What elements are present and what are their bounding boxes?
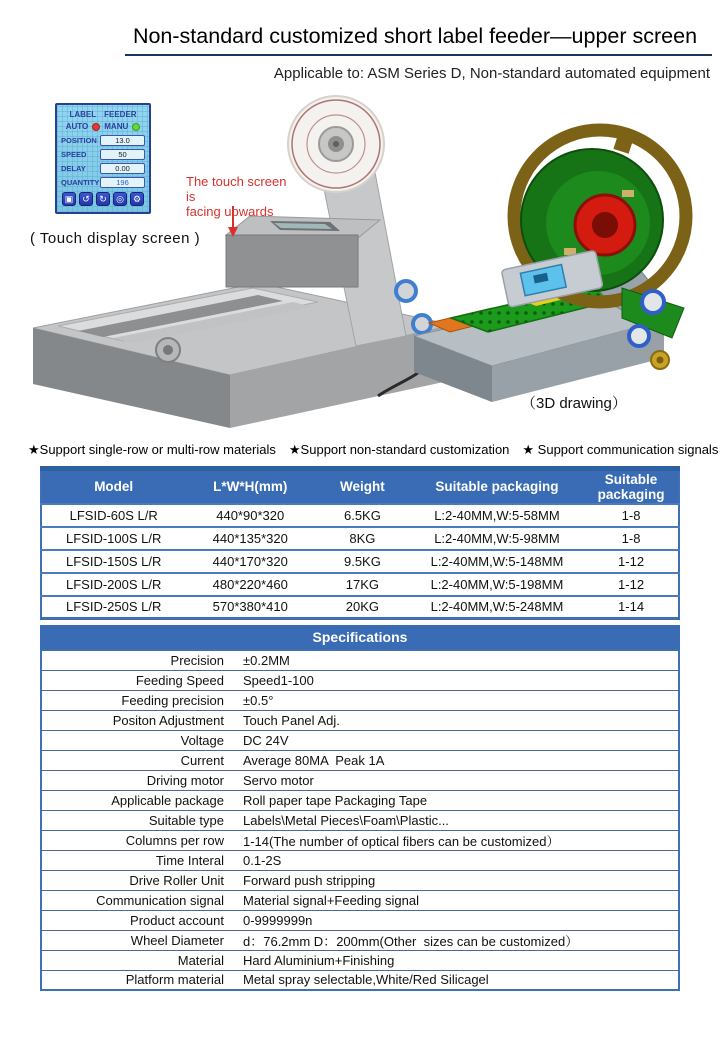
spec-label: Driving motor	[41, 770, 233, 790]
spec-row	[41, 830, 679, 850]
spec-label: Communication signal	[41, 890, 233, 910]
auto-indicator-red	[92, 123, 100, 131]
spec-value: Forward push stripping	[233, 870, 679, 890]
spec-label: Positon Adjustment	[41, 710, 233, 730]
table-row	[41, 550, 679, 573]
spec-value: ±0.5°	[233, 690, 679, 710]
annotation-line-1: The touch screen is	[186, 174, 287, 204]
table-row	[41, 527, 679, 550]
spec-label: Voltage	[41, 730, 233, 750]
page-header	[0, 0, 720, 82]
spec-value: DC 24V	[233, 730, 679, 750]
spec-label: Product account	[41, 910, 233, 930]
spec-label: Platform material	[41, 970, 233, 990]
spec-label: Drive Roller Unit	[41, 870, 233, 890]
undo-icon: ↺	[79, 192, 93, 206]
spec-row	[41, 950, 679, 970]
spec-row	[41, 810, 679, 830]
settings-gear-icon: ⚙	[130, 192, 144, 206]
spec-label: Applicable package	[41, 790, 233, 810]
spec-value: 1-14(The number of optical fibers can be customized）	[233, 830, 679, 850]
spec-row	[41, 710, 679, 730]
3d-drawing	[396, 120, 706, 412]
feature-communication: ★ Support communication signals	[522, 442, 719, 457]
feature-single-row: ★Support single-row or multi-row materials	[28, 442, 276, 457]
cell-lwh: 570*380*410	[185, 596, 315, 619]
cell-packaging: L:2-40MM,W:5-58MM	[410, 504, 584, 527]
cell-weight: 8KG	[315, 527, 410, 550]
spec-value: Material signal+Feeding signal	[233, 890, 679, 910]
title-underline	[125, 54, 712, 56]
spec-label: Time Interal	[41, 850, 233, 870]
column-header-model: Model	[41, 469, 185, 504]
spec-value: Metal spray selectable,White/Red Silicagel	[233, 970, 679, 990]
cell-packaging-2: 1-12	[584, 573, 679, 596]
models-header-row	[41, 469, 679, 504]
spec-row	[41, 690, 679, 710]
cell-packaging-2: 1-8	[584, 504, 679, 527]
spec-value: Servo motor	[233, 770, 679, 790]
annotation-line-2: facing upwards	[186, 204, 274, 219]
spec-value: Labels\Metal Pieces\Foam\Plastic...	[233, 810, 679, 830]
spec-label: Columns per row	[41, 830, 233, 850]
specifications-title: Specifications	[40, 625, 680, 649]
models-table	[40, 466, 680, 620]
spec-label: Feeding precision	[41, 690, 233, 710]
spec-label: Material	[41, 950, 233, 970]
spec-label: Current	[41, 750, 233, 770]
spec-row	[41, 870, 679, 890]
speed-value: 50	[100, 149, 145, 160]
table-row	[41, 573, 679, 596]
position-label: POSITION	[61, 135, 97, 145]
cell-packaging: L:2-40MM,W:5-248MM	[410, 596, 584, 619]
page-subtitle: Applicable to: ASM Series D, Non-standard automated equipment	[273, 65, 710, 82]
cell-weight: 9.5KG	[315, 550, 410, 573]
cell-weight: 20KG	[315, 596, 410, 619]
speed-label: SPEED	[61, 149, 87, 159]
touch-screen-caption: ( Touch display screen )	[30, 230, 201, 247]
product-images-section	[0, 84, 720, 436]
spec-value: d：76.2mm D：200mm(Other sizes can be customized）	[233, 930, 679, 950]
spec-label: Feeding Speed	[41, 670, 233, 690]
cell-lwh: 480*220*460	[185, 573, 315, 596]
spec-value: Speed1-100	[233, 670, 679, 690]
redo-icon: ↻	[96, 192, 110, 206]
cell-model: LFSID-150S L/R	[41, 550, 185, 573]
manual-indicator-green	[132, 123, 140, 131]
column-header-packaging-2: Suitable packaging	[584, 469, 679, 504]
spec-row	[41, 750, 679, 770]
column-header-lwh: L*W*H(mm)	[185, 469, 315, 504]
quantity-value: 196	[100, 177, 145, 188]
spec-row	[41, 730, 679, 750]
save-icon: ▣	[62, 192, 76, 206]
spec-row	[41, 670, 679, 690]
touch-screen-annotation	[186, 174, 298, 219]
quantity-label: QUANTITY	[61, 177, 100, 187]
cell-weight: 6.5KG	[315, 504, 410, 527]
feature-customization: ★Support non-standard customization	[288, 442, 510, 457]
spec-value: ±0.2MM	[233, 650, 679, 670]
cell-model: LFSID-100S L/R	[41, 527, 185, 550]
position-value: 13.0	[100, 135, 145, 146]
spec-row	[41, 970, 679, 990]
page-title: Non-standard customized short label feeder—upper screen	[132, 24, 698, 48]
spec-label: Precision	[41, 650, 233, 670]
feature-list	[0, 442, 720, 458]
cell-model: LFSID-200S L/R	[41, 573, 185, 596]
specifications-table	[40, 649, 680, 991]
cell-packaging: L:2-40MM,W:5-148MM	[410, 550, 584, 573]
spec-value: 0-9999999n	[233, 910, 679, 930]
spec-value: Roll paper tape Packaging Tape	[233, 790, 679, 810]
spec-value: 0.1-2S	[233, 850, 679, 870]
table-row	[41, 504, 679, 527]
spec-row	[41, 910, 679, 930]
cell-weight: 17KG	[315, 573, 410, 596]
screen-title-label: LABEL	[69, 109, 97, 119]
cell-packaging-2: 1-8	[584, 527, 679, 550]
down-arrow-icon	[227, 206, 239, 238]
specifications-section	[40, 625, 680, 991]
auto-mode-label: AUTO	[65, 122, 89, 131]
touch-screen-panel	[55, 103, 151, 214]
delay-label: DELAY	[61, 163, 86, 173]
cell-lwh: 440*90*320	[185, 504, 315, 527]
column-header-weight: Weight	[315, 469, 410, 504]
cell-model: LFSID-60S L/R	[41, 504, 185, 527]
cell-lwh: 440*135*320	[185, 527, 315, 550]
spec-label: Suitable type	[41, 810, 233, 830]
spec-row	[41, 790, 679, 810]
spec-value: Touch Panel Adj.	[233, 710, 679, 730]
cell-packaging: L:2-40MM,W:5-98MM	[410, 527, 584, 550]
cell-lwh: 440*170*320	[185, 550, 315, 573]
spec-row	[41, 770, 679, 790]
cell-packaging-2: 1-12	[584, 550, 679, 573]
cell-packaging: L:2-40MM,W:5-198MM	[410, 573, 584, 596]
cell-packaging-2: 1-14	[584, 596, 679, 619]
3d-drawing-caption: （3D drawing）	[521, 395, 627, 412]
table-row	[41, 596, 679, 619]
spec-label: Wheel Diameter	[41, 930, 233, 950]
spec-row	[41, 850, 679, 870]
manual-mode-label: MANU	[104, 122, 129, 131]
power-icon: ◎	[113, 192, 127, 206]
spec-row	[41, 890, 679, 910]
screen-title-feeder: FEEDER	[104, 109, 137, 119]
column-header-packaging: Suitable packaging	[410, 469, 584, 504]
spec-value: Average 80MA Peak 1A	[233, 750, 679, 770]
spec-value: Hard Aluminium+Finishing	[233, 950, 679, 970]
delay-value: 0.00	[100, 163, 145, 174]
spec-row	[41, 650, 679, 670]
cell-model: LFSID-250S L/R	[41, 596, 185, 619]
spec-row	[41, 930, 679, 950]
